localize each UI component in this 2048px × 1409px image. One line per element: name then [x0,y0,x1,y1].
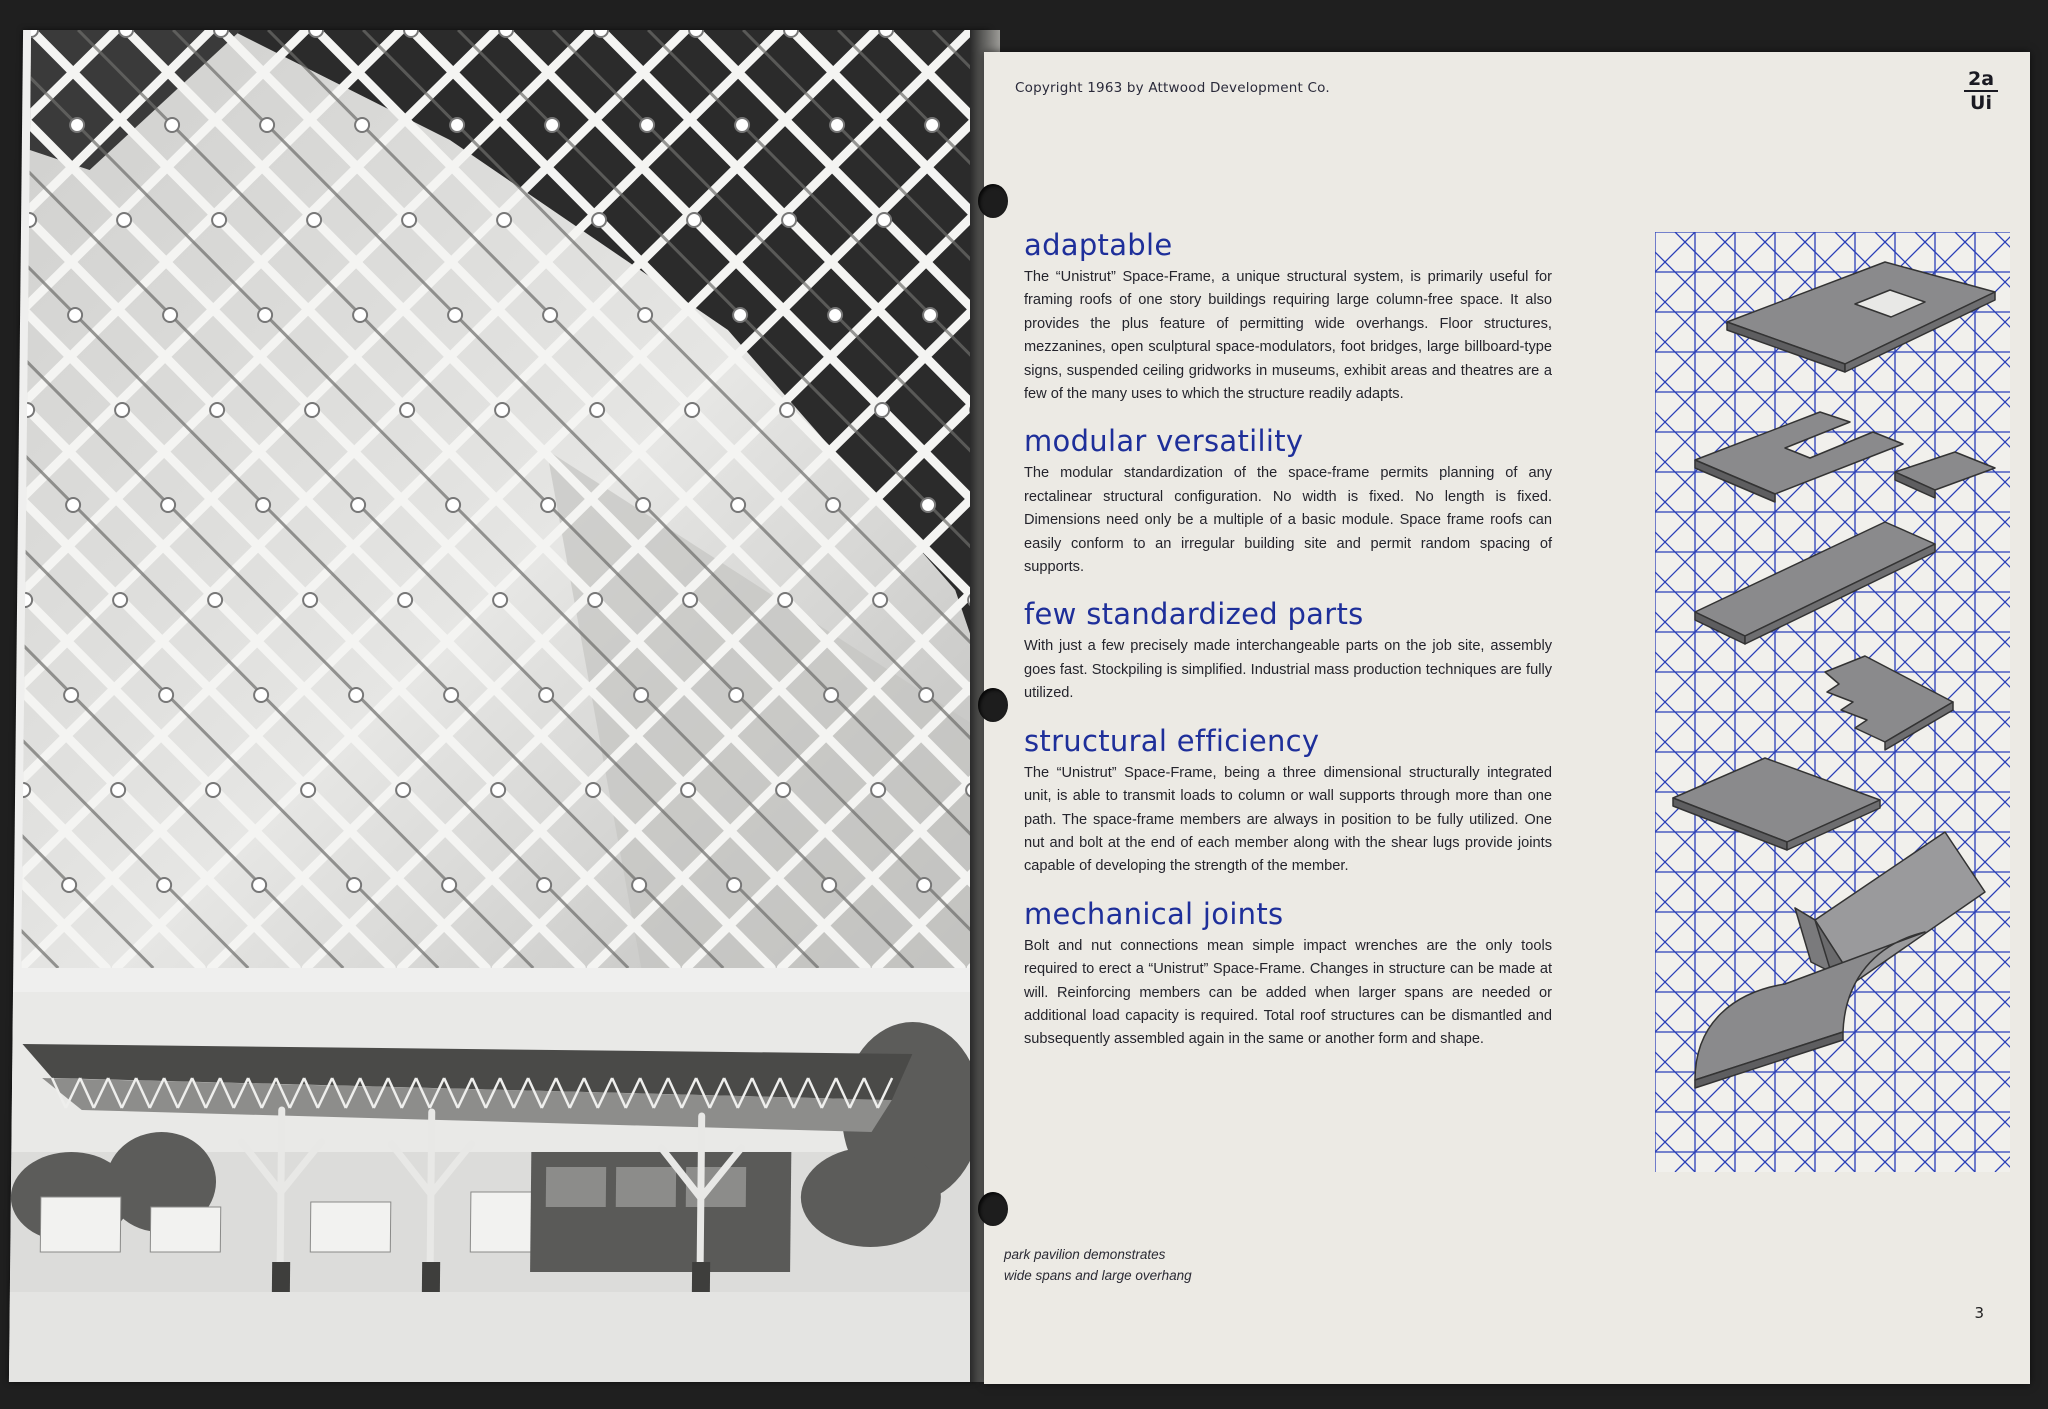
section-body: The modular standardization of the space-frame permits planning of any rectalinear structural configuration. No width is fixed. No length is fixed. Dimensions need only be a multiple of a basic module. Space frame roofs can easily conform to an irregular building site and permit random spacing of supports. [1024,465,1552,576]
section-body: With just a few precisely made interchangeable parts on the job site, assembly goes fast. Stockpiling is simplified. Industrial mass production techniques are fully utilized. [1024,638,1552,702]
right-page [984,52,2030,1384]
caption-line: wide spans and large overhang [1004,1268,1192,1283]
space-frame-interior-photo [21,30,989,968]
section-heading: adaptable [1024,228,1173,262]
copyright-notice: Copyright 1963 by Attwood Development Co. [1015,80,1330,96]
page-number: 3 [1974,1304,1984,1322]
section-body: Bolt and nut connections mean simple impact wrenches are the only tools required to erect a “Unistrut” Space-Frame. Changes in structure can be made at will. Reinforcing members can be added when larger spans are needed or additional load capacity is required. Total roof structures can be dismantled and subsequently assembled again in the same or another form and shape. [1024,937,1552,1048]
binder-hole [978,184,1008,218]
space-frame-configurations-figure [1655,232,2010,1172]
binder-hole [978,1192,1008,1226]
binder-hole [978,688,1008,722]
section-adaptable [1024,228,1552,406]
photo-caption [1004,1244,1192,1286]
section-structural-efficiency [1024,724,1552,879]
left-page [9,30,989,1382]
section-modular-versatility [1024,424,1552,579]
section-heading: modular versatility [1024,424,1304,459]
feature-column [1024,228,1552,1070]
park-pavilion-photo [9,992,979,1382]
edition-mark-bottom: Ui [1970,92,1992,114]
section-few-standardized-parts [1024,597,1552,705]
section-heading: mechanical joints [1024,896,1284,931]
section-mechanical-joints [1024,897,1552,1052]
section-heading: few standardized parts [1024,597,1364,632]
edition-mark-top: 2a [1964,68,1998,92]
section-body: The “Unistrut” Space-Frame, a unique structural system, is primarily useful for framing roofs of one story buildings requiring large column-free space. It also provides the plus feature of permitting wide overhangs. Floor structures, mezzanines, open sculptural space-modulators, foot bridges, large billboard-type signs, suspended ceiling gridworks in museums, exhibit areas and theatres are a few of the many uses to which the structure readily adapts. [1024,269,1552,403]
edition-mark [1964,68,1998,114]
section-heading: structural efficiency [1024,723,1320,758]
caption-line: park pavilion demonstrates [1004,1247,1166,1262]
section-body: The “Unistrut” Space-Frame, being a three dimensional structurally integrated unit, is able to transmit loads to column or wall supports through more than one path. The space-frame members are always in position to be fully utilized. One nut and bolt at the end of each member along with the shear lugs provide joints capable of developing the strength of the member. [1024,764,1552,875]
